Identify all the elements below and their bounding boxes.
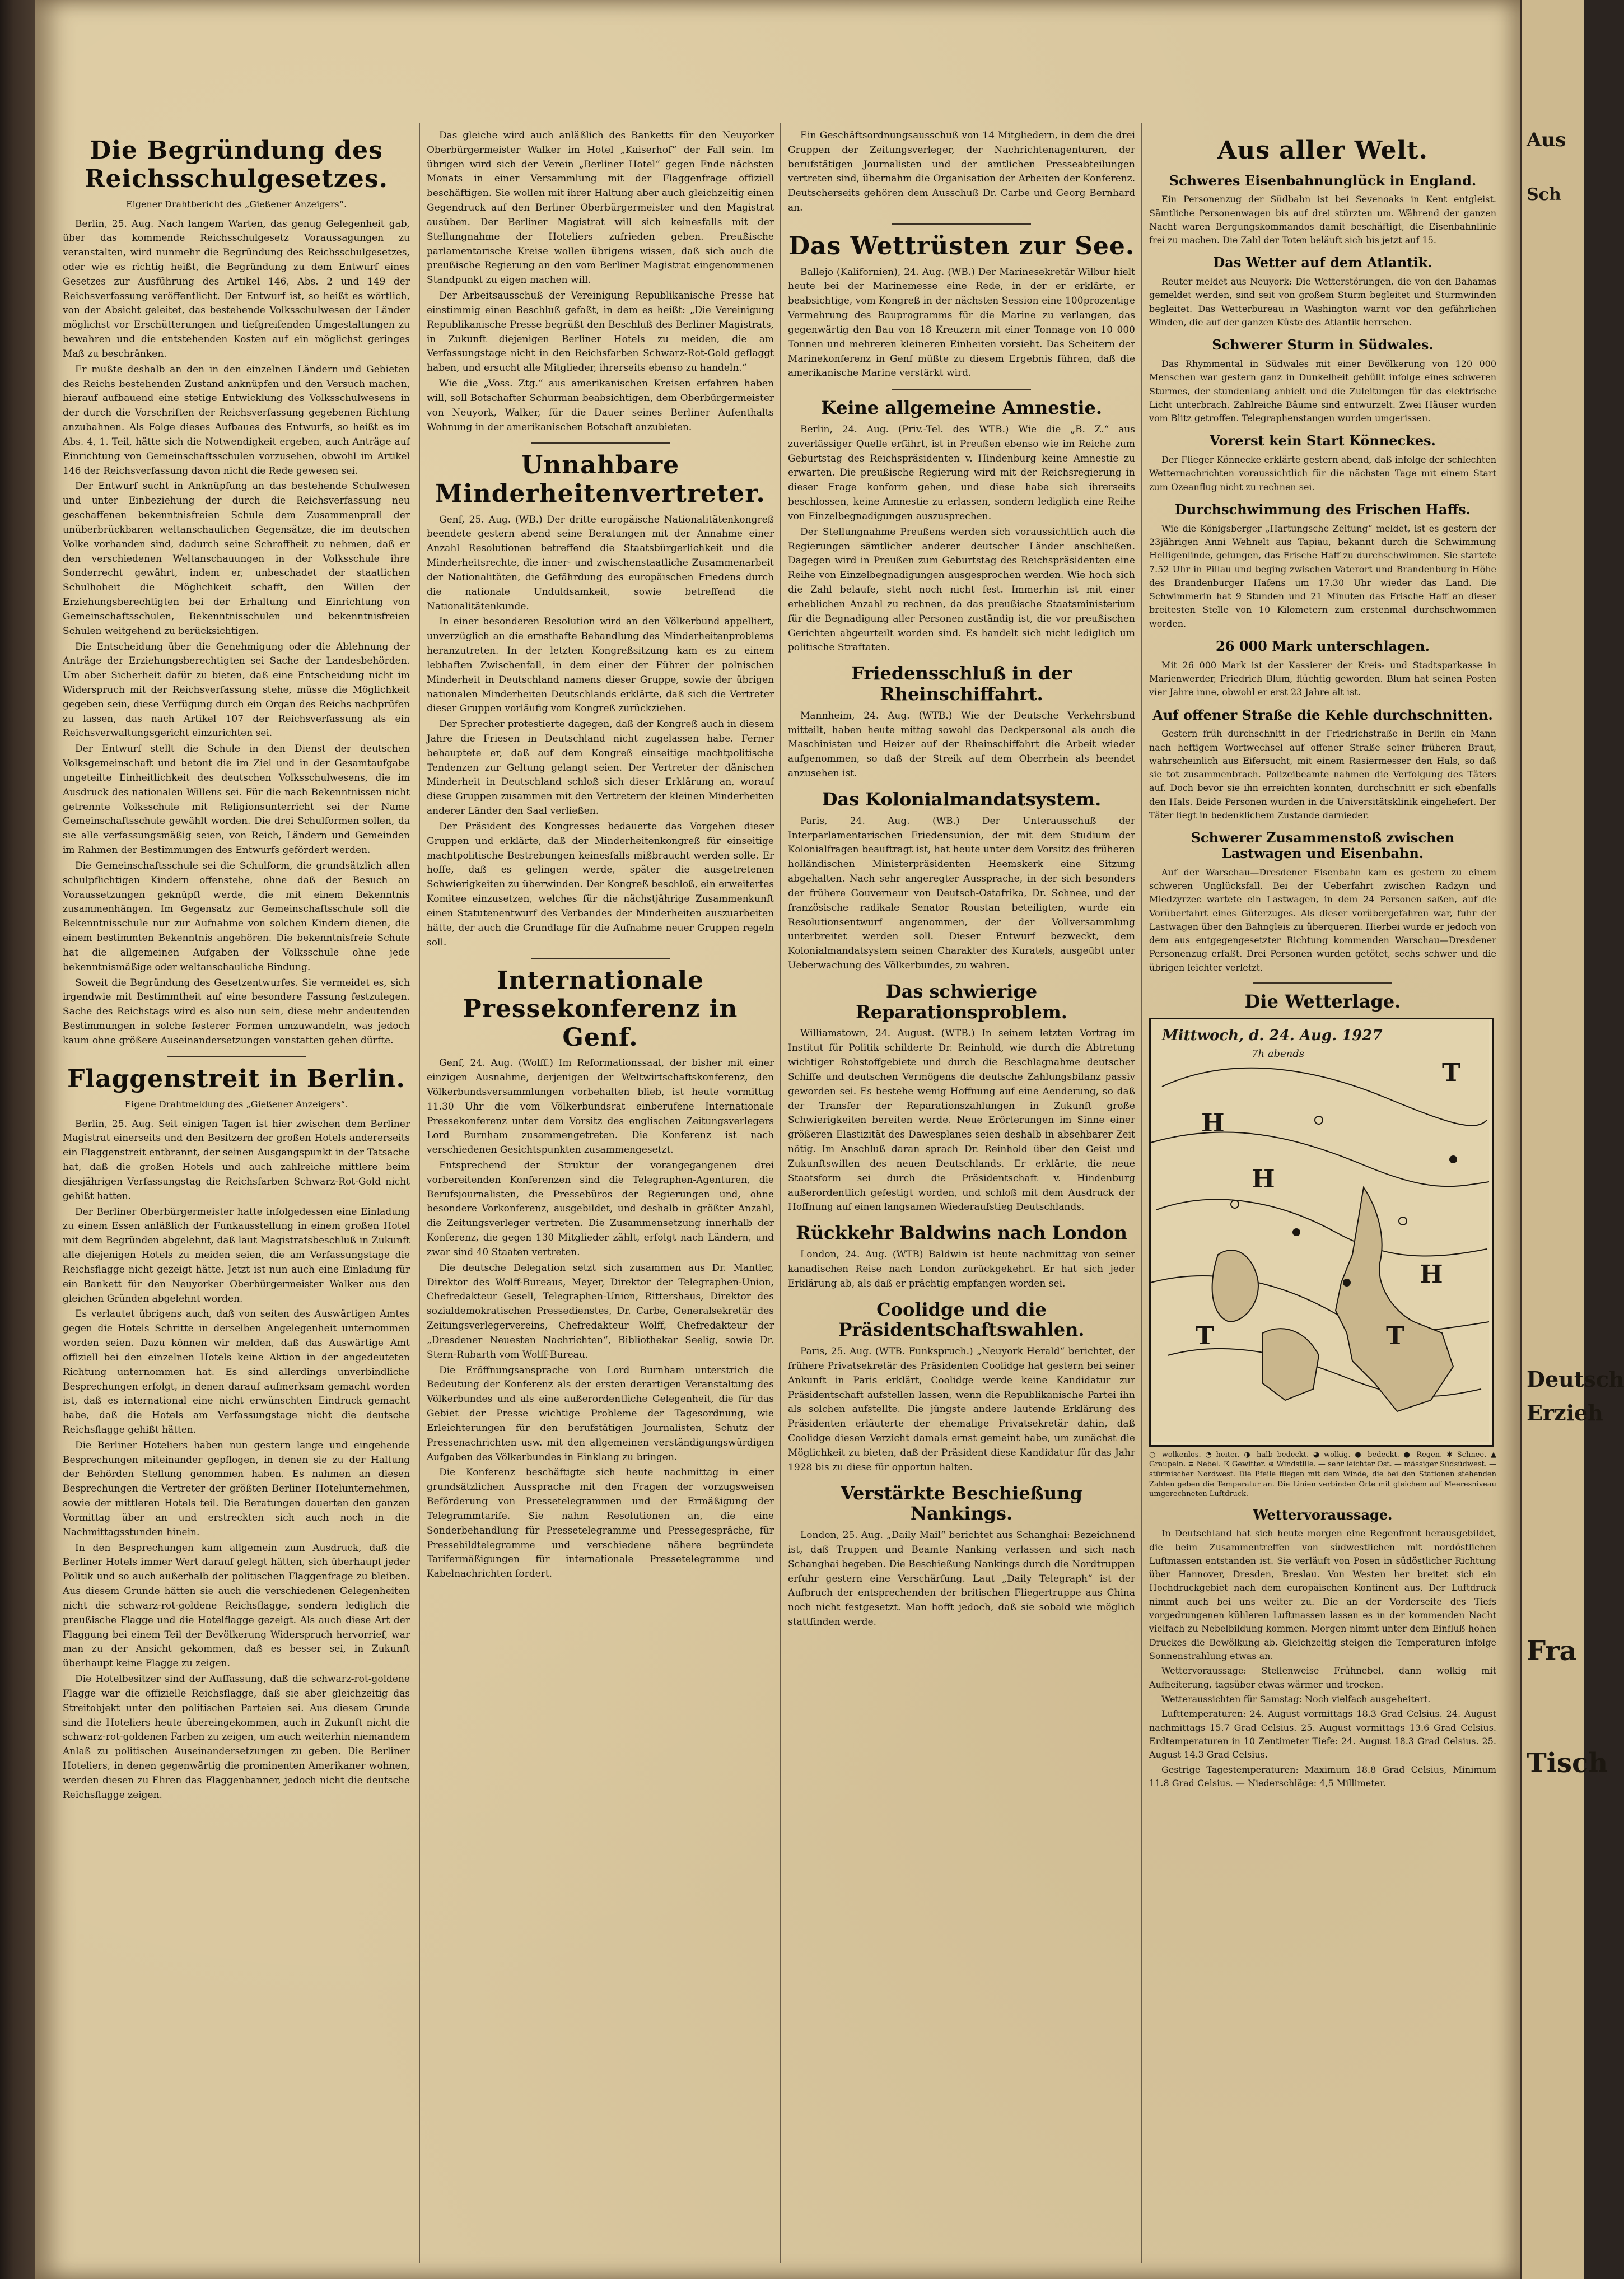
headline-frisches-haff: Durchschwimmung des Frischen Haffs. bbox=[1175, 501, 1471, 518]
svg-text:T: T bbox=[1442, 1058, 1460, 1087]
paragraph: Es verlautet übrigens auch, daß von seiten des Auswärtigen Amtes gegen die Hotels Schritte in derselben Angelegenheit unternommen worden seien. Dazu können wir melden, daß das Auswärtige Amt offiziell bei den einzelnen Hotels keine Aktion in der angedeuteten Richtung unternommen hat. Es sind allerdings unverbindliche Besprechungen erfolgt, in denen darauf aufmerksam gemacht worden ist, daß es international eine nicht erwünschten Eindruck gemacht habe, daß die Hotels am Verfassungstage nicht die deutsche Reichsflagge gehißt hätten. bbox=[63, 1308, 410, 1436]
paragraph: Genf, 24. Aug. (Wolff.) Im Reformationssaal, der bisher mit einer einzigen Ausnahme, derjenigen der Weltwirtschaftskonferenz, den Völkerbundsversammlungen vorbehalten blieb, ist heute vormittag 11.30 Uhr die vom Völkerbundsrat einberufene Internationale Pressekonferenz unter dem Vorsitz des englischen Zeitungsverlegers Lord Burnham zusammengetreten. Die Konferenz ist nach verschiedenen Gesichtspunkten zusammengesetzt. bbox=[427, 1057, 774, 1156]
paragraph: Paris, 25. Aug. (WTB. Funkspruch.) „Neuyork Herald“ berichtet, der frühere Privatsekretär des Präsidenten Coolidge hat gestern bei seiner Ankunft in Paris erklärt, Coolidge werde keine Kandidatur zur Präsidentschaft aufstellen lassen, wenn die Republikanische Partei ihn als solchen aufstellte. Die jüngste andere lautende Erklärung des Präsidenten erläuterte der ehemalige Privatsekretär dahin, daß Coolidge diesen Verzicht damals ernst gemeint habe, um zunächst die Möglichkeit zu bieten, daß der Präsident diese Kandidatur für das Jahr 1928 bis zu diese für opportun halten. bbox=[788, 1346, 1135, 1473]
headline-wettruesten: Das Wettrüsten zur See. bbox=[788, 231, 1135, 260]
headline-kolonialmandat: Das Kolonialmandatsystem. bbox=[822, 788, 1102, 810]
paragraph: Der Arbeitsausschuß der Vereinigung Republikanische Presse hat einstimmig einen Beschluß gefaßt, in dem es heißt: „Die Vereinigung Republikanische Presse begrüßt den Beschluß des Berliner Magistrats, in Zukunft diejenigen Berliner Hotels zu meiden, die am Verfassungstage nicht in den Reichsfarben Schwarz-Rot-Gold geflaggt haben, und ersucht alle Mitglieder, ihrerseits ebenso zu handeln.“ bbox=[427, 290, 774, 374]
paragraph: Die Konferenz beschäftigte sich heute nachmittag in einer grundsätzlichen Aussprache mit den Fragen der vorzugsweisen Beförderung von Pressetelegrammen und der Ermäßigung der Telegrammtarife. Sie nahm Resolutionen an, die eine Sonderbehandlung für Pressetelegramme und Pressegespräche, für Pressebildtelegramme und verschiedene nähere begründete Tarifermäßigungen für internationale Pressetelegramme und Kabelnachrichten fordert. bbox=[427, 1467, 774, 1580]
headline-koennecke: Vorerst kein Start Könneckes. bbox=[1210, 432, 1436, 449]
headline-reparation: Das schwierige Reparationsproblem. bbox=[856, 980, 1067, 1023]
svg-text:T: T bbox=[1196, 1321, 1214, 1350]
paragraph: Die Berliner Hoteliers haben nun gestern lange und eingehende Besprechungen miteinander gepflogen, in denen sie zu der Haltung der Behörden Stellung genommen haben. Es nahmen an diesen Besprechungen die Vertreter der größten Berliner Hotelunternehmen, sowie der mittleren Hotels teil. Die Beratungen dauerten den ganzen Vormittag über an und erstreckten sich auch noch in die Nachmittagsstunden hinein. bbox=[63, 1439, 410, 1538]
byline: Eigener Drahtbericht des „Gießener Anzeigers“. bbox=[125, 199, 347, 210]
headline-coolidge: Coolidge und die Präsidentschaftswahlen. bbox=[838, 1298, 1085, 1341]
weather-map-graphic bbox=[1151, 1019, 1489, 1442]
paragraph: Ballejo (Kalifornien), 24. Aug. (WB.) Der Marinesekretär Wilbur hielt heute bei der Marinemesse eine Rede, in der er erklärte, er beabsichtige, vom Kongreß in der nächsten Session eine 100prozentige Vermehrung des Bauprogramms für die Marine zu verlangen, das gegenwärtig den Bau von 18 Kreuzern mit einer Tonnage von 10 000 Tonnen und mehreren kleineren Einheiten vorsieht. Das Scheitern der Marinekonferenz in Genf müßte zu diesem Ergebnis führen, daß die amerikanische Marine verstärkt wird. bbox=[788, 266, 1135, 379]
section-title: Aus aller Welt. bbox=[1217, 136, 1428, 165]
headline-amnestie: Keine allgemeine Amnestie. bbox=[820, 397, 1103, 419]
headline-sturm-suedwales: Schwerer Sturm in Südwales. bbox=[1212, 337, 1434, 353]
paragraph: Mannheim, 24. Aug. (WTB.) Wie der Deutsche Verkehrsbund mitteilt, haben heute mittag sowohl das Deckpersonal als auch die Maschinisten und Heizer auf der Rheinschiffahrt die Arbeit wieder aufgenommen, so daß der Streik auf dem Oberrhein als beendet anzusehen ist. bbox=[788, 710, 1135, 780]
paragraph: Die deutsche Delegation setzt sich zusammen aus Dr. Mantler, Direktor des Wolff-Bureaus, Meyer, Direktor der Telegraphen-Union, Chefredakteur Gesell, Telegraphen-Union, Rittershaus, Direktor des sozialdemokratischen Pressedienstes, Dr. Carbe, Generalsekretär des Zeitungsverlegervereins, Chefredakteur Wolff, Chefredakteur der „Dresdener Neuesten Nachrichten“, Bibliothekar Seelig, sowie Dr. Stern-Rubarth vom Wolff-Bureau. bbox=[427, 1262, 774, 1360]
paragraph: Entsprechend der Struktur der vorangegangenen drei vorbereitenden Konferenzen sind die Telegraphen-Agenturen, die Berufsjournalisten, die Pressebüros der Regierungen und, ohne besondere Vorkonferenz, ausgebildet, und deshalb in größter Anzahl, die Zeitungsverleger vertreten. Die Zusammensetzung innerhalb der Konferenz, die gegen 130 Mitglieder zählt, erfolgt nach Ländern, und zwar sind 40 Staaten vertreten. bbox=[427, 1160, 774, 1258]
paragraph: Berlin, 25. Aug. Seit einigen Tagen ist hier zwischen dem Berliner Magistrat einerseits und den Besitzern der großen Hotels andererseits ein Flaggenstreit entbrannt, der seinen Ausgangspunkt in der Tatsache hat, daß die großen Hotels und auch zahlreiche mittlere beim diesjährigen Verfassungstag die Reichsfarben Schwarz-Rot-Gold nicht gehißt hatten. bbox=[63, 1118, 410, 1202]
weather-map bbox=[1149, 1018, 1494, 1447]
paragraph: Der Entwurf stellt die Schule in den Dienst der deutschen Volksgemeinschaft und betont die im Ziel und in der Gesamtaufgabe ungeteilte Einheitlichkeit des deutschen Volksschulwesens, die im Ausdruck des nationalen Willens sei. Für die nach Bekenntnissen nicht getrennte Volksschule mit Religionsunterricht sei der Name Gemeinschaftsschule gewählt worden. Die drei Schulformen sollen, da sie alle verfassungsmäßig seien, von Reich, Ländern und Gemeinden im Rahmen der Bestimmungen des Entwurfs gefördert werden. bbox=[63, 743, 410, 856]
headline-wettervoraussage: Wettervoraussage. bbox=[1253, 1506, 1393, 1523]
paragraph: Der Präsident des Kongresses bedauerte das Vorgehen dieser Gruppen und erklärte, daß der Minderheitenkongreß für einseitige machtpolitische Bestrebungen keinesfalls mißbraucht werden solle. Er hoffe, daß es gelingen werde, später die ausgetretenen Schwierigkeiten zu überwinden. Der Kongreß beschloß, ein erweitertes Komitee einzusetzen, welches für die nächstjährige Zusammenkunft einen Statutenentwurf des Verbandes der Minderheiten auszuarbeiten hätte, der auch die Grundlage für die Aufnahme neuer Gruppen regeln soll. bbox=[427, 821, 774, 948]
paragraph: Genf, 25. Aug. (WB.) Der dritte europäische Nationalitätenkongreß beendete gestern abend seine Beratungen mit der Annahme einer Anzahl Resolutionen betreffend die Staatsbürgerlichkeit und die Minderheitsrechte, die inner- und zwischenstaatliche Zusammenarbeit der Nationalitäten, die Gefährdung des europäischen Friedens durch die nationale Unduldsamkeit, sowie betreffend die Nationalitätenkunde. bbox=[427, 514, 774, 612]
paragraph: Die Gemeinschaftsschule sei die Schulform, die grundsätzlich allen schulpflichtigen Kindern offenstehe, ohne daß der Besuch an Voraussetzungen geknüpft werde, die mit einem Bekenntnis zusammenhängen. Im Gegensatz zur Gemeinschaftsschule soll die Bekenntnisschule nur zur Aufnahme von solchen Kindern dienen, die einem bestimmten Bekenntnis angehören. Die bekenntnisfreie Schule hat die allgemeinen Aufgaben der Volksschule ohne jede bekenntnismäßige oder weltanschauliche Bindung. bbox=[63, 860, 410, 973]
paragraph: Das Rhymmental in Südwales mit einer Bevölkerung von 120 000 Menschen war gestern ganz in Dunkelheit gehüllt infolge eines schweren Sturmes, der stundenlang anhielt und die Zuleitungen für das elektrische Licht unterbrach. Zahlreiche Bäume sind entwurzelt. Zwei Häuser wurden vom Blitz getroffen. Telegraphenstangen wurden umgerissen. bbox=[1149, 358, 1496, 424]
page-fragment: Aus bbox=[1527, 129, 1566, 151]
map-legend: ○ wolkenlos. ◔ heiter. ◑ halb bedeckt. ◕ wolkig. ● bedeckt. ● Regen. ✱ Schnee. ▲ Graupeln. ≡ Nebel. ☈ Gewitter. ⊕ Windstille. — sehr leichter Ost. — mässiger Südsüdwest. — stürmischer Nordwest. Die Pfeile fliegen mit dem Winde, die bei den Stationen stehenden Zahlen geben die Temperatur an. Die Linien verbinden Orte mit gleichem auf Meeresniveau umgerechneten Luftdruck. bbox=[1149, 1450, 1496, 1499]
paragraph: London, 24. Aug. (WTB) Baldwin ist heute nachmittag von seiner kanadischen Reise nach London zurückgekehrt. Er hat sich jeder Erklärung ab, als daß er prächtig empfangen worden sei. bbox=[788, 1249, 1135, 1289]
separator bbox=[1253, 982, 1392, 984]
paragraph: Berlin, 24. Aug. (Priv.-Tel. des WTB.) Wie die „B. Z.“ aus zuverlässiger Quelle erfährt, ist in Preußen ebenso wie im Reiche zum Geburtstag des Reichspräsidenten v. Hindenburg keine Amnestie zu erwarten. Die preußische Regierung wird mit der Reichsregierung in dieser Frage konform gehen, und diese habe sich ihrerseits beschlossen, keine Amnestie zu erlassen, sondern lediglich eine Reihe von Einzelbegnadigungen auszusprechen. bbox=[788, 423, 1135, 522]
paragraph: Berlin, 25. Aug. Nach langem Warten, das genug Gelegenheit gab, über das kommende Reichsschulgesetz Voraussagungen zu veranstalten, wird nunmehr die Begründung des Reichsschulgesetzes, oder wie es richtig heißt, die Begründung zu dem Entwurf eines Gesetzes zur Ausführung des Artikel 146, Abs. 2 und 149 der Reichsverfassung veröffentlicht. Der Entwurf ist, so heißt es wörtlich, von der Absicht geleitet, das bestehende Volksschulwesen der Länder möglichst vor Erschütterungen und tiefgreifenden Umgestaltungen zu bewahren und die entstehenden Kosten auf ein möglichst geringes Maß zu beschränken. bbox=[63, 218, 410, 360]
headline-minderheitenvertreter: Unnahbare Minderheitenvertreter. bbox=[435, 451, 766, 508]
svg-text:T: T bbox=[1386, 1321, 1404, 1350]
headline-zusammenstoss: Schwerer Zusammenstoß zwischen Lastwagen und Eisenbahn. bbox=[1191, 829, 1455, 861]
paragraph: Das gleiche wird auch anläßlich des Banketts für den Neuyorker Oberbürgermeister Walker im Hotel „Kaiserhof“ der Fall sein. Im übrigen wird sich der Verein „Berliner Hotel“ gegen Ende nächsten Monats in einer Versammlung mit der Flaggenfrage offiziell beschäftigen. Sie wollen mit ihrer Haltung aber auch gleichzeitig einen Gegendruck auf den Berliner Oberbürgermeister und den Magistrat ausüben. Der Berliner Magistrat will sich keinesfalls mit der Stellungnahme der Hoteliers zufrieden geben. Preußische parlamentarische Kreise wollen übrigens wissen, daß sich auch die preußische Regierung an den vom Berliner Magistrat eingenommenen Standpunkt zu eigen machen will. bbox=[427, 130, 774, 286]
paragraph: Paris, 24. Aug. (WB.) Der Unterausschuß der Interparlamentarischen Friedensunion, der mit dem Studium der Kolonialfragen beauftragt ist, hat heute unter dem Vorsitz des früheren holländischen Ministerpräsidenten Heemskerk eine Sitzung abgehalten. Nach sehr angeregter Aussprache, in der sich besonders der frühere Gouverneur von Deutsch-Ostafrika, Dr. Schnee, und der französische radikale Senator Roustan beteiligten, wurde ein Resolutionsentwurf angenommen, der der Vollversammlung unterbreitet werden soll. Dieser Entwurf bezweckt, dem Kolonialmandatsystem seinen Charakter des Kuratels, ausgeübt unter Ueberwachung des Völkerbundes, zu wahren. bbox=[788, 815, 1135, 972]
column-1 bbox=[63, 129, 410, 2257]
separator bbox=[167, 1056, 306, 1057]
column-3 bbox=[788, 129, 1135, 2257]
column-rule bbox=[780, 123, 781, 2263]
svg-text:H: H bbox=[1420, 1260, 1443, 1289]
separator bbox=[892, 389, 1031, 390]
paragraph: Der Flieger Könnecke erklärte gestern abend, daß infolge der schlechten Wetternachrichten voraussichtlich für die nächsten Tage mit einem Start zum Ozeanflug nicht zu rechnen sei. bbox=[1149, 454, 1496, 492]
headline-eisenbahnunglueck: Schweres Eisenbahnunglück in England. bbox=[1169, 172, 1477, 189]
headline-wetterlage: Die Wetterlage. bbox=[1244, 991, 1401, 1013]
paragraph: Die Hotelbesitzer sind der Auffassung, daß die schwarz-rot-goldene Flagge war die offizielle Reichsflagge, daß sie aber gleichzeitig das Streitobjekt unter den politischen Parteien sei. Aus diesem Grunde sind die Hoteliers heute übereingekommen, auch in Zukunft nicht die schwarz-rot-goldenen Farben zu zeigen, um auch weiterhin niemandem Anlaß zu politischen Auseinandersetzungen zu geben. Die Berliner Hoteliers, in denen gegenwärtig die prominenten Amerikaner wohnen, werden diesen zu Ehren das Flaggenbanner, jedoch nicht die deutsche Reichsflagge zeigen. bbox=[63, 1674, 410, 1801]
paragraph: Mit 26 000 Mark ist der Kassierer der Kreis- und Stadtsparkasse in Marienwerder, Friedrich Blum, flüchtig geworden. Blum hat seinen Posten vier Jahre inne, obwohl er erst 23 Jahre alt ist. bbox=[1149, 659, 1496, 698]
headline-pressekonferenz: Internationale Pressekonferenz in Genf. bbox=[463, 966, 738, 1052]
headline-reichsschulgesetz: Die Begründung des Reichsschulgesetzes. bbox=[84, 136, 388, 193]
paragraph: Der Stellungnahme Preußens werden sich voraussichtlich auch die Regierungen sämtlicher anderer deutscher Länder anschließen. Dagegen wird in Preußen zum Geburtstag des Reichspräsidenten eine Reihe von Einzelbegnadigungen ausgesprochen werden. Wie hoch sich die Zahl belaufe, steht noch nicht fest. Immerhin ist mit einer erheblichen Anzahl zu rechnen, da das preußische Staatsministerium für die Begnadigung aller Personen zuständig ist, die vor preußischen Gerichten abgeurteilt worden sind. Es handelt sich nicht lediglich um politische Straftaten. bbox=[788, 526, 1135, 654]
map-time: 7h abends bbox=[1252, 1047, 1305, 1060]
byline: Eigene Drahtmeldung des „Gießener Anzeigers“. bbox=[124, 1099, 348, 1110]
paragraph: Reuter meldet aus Neuyork: Die Wetterstörungen, die von den Bahamas gemeldet werden, sind seit von großem Sturm begleitet und Sturmwinden begleitet. Das Wetterbureau in Washington warnt vor den gefährlichen Winden, die auf der ganzen Küste des Atlantik herrschen. bbox=[1149, 276, 1496, 328]
paragraph: Wie die „Voss. Ztg.“ aus amerikanischen Kreisen erfahren haben will, soll Botschafter Schurman beabsichtigen, dem Oberbürgermeister von Neuyork, Walker, für die Dauer seines Berliner Aufenthalts Wohnung in der amerikanischen Botschaft anzubieten. bbox=[427, 378, 774, 433]
book-binding-left bbox=[0, 0, 35, 2279]
paragraph: Er mußte deshalb an den in den einzelnen Ländern und Gebieten des Reichs bestehenden Zustand anknüpfen und den Versuch machen, hierauf aufbauend eine stetige Entwicklung des Volksschulwesens in der durch die Vorschriften der Reichsverfassung gegebenen Richtung anzubahnen. Als Folge dieses Aufbaues des Entwurfs, so heißt es im Abs. 4, 1. Teil, hätte sich die Notwendigkeit ergeben, auch Anträge auf Einrichtung von Gemeinschaftsschulen vorzusehen, obwohl im Artikel 146 der Reichsverfassung davon nicht die Rede gewesen sei. bbox=[63, 363, 410, 477]
newspaper-page bbox=[35, 0, 1520, 2279]
separator bbox=[892, 223, 1031, 225]
paragraph: In den Besprechungen kam allgemein zum Ausdruck, daß die Berliner Hotels immer Wert darauf gelegt hätten, sich überhaupt jeder Politik und so auch außerhalb der politischen Flaggenfrage zu bleiben. Aus diesem Grunde hätten sie auch die verschiedenen Gelegenheiten nicht die schwarz-rot-goldene Reichsflagge, sondern lediglich die preußische Flagge und die Hotelflagge gezeigt. Als auch diese Art der Flaggung bei einem Teil der Bevölkerung Widerspruch hervorrief, war man zu der Ansicht gekommen, daß es besser sei, in Zukunft überhaupt keine Flagge zu zeigen. bbox=[63, 1542, 410, 1670]
paragraph: Lufttemperaturen: 24. August vormittags 18.3 Grad Celsius. 24. August nachmittags 15.7 Grad Celsius. 25. August vormittags 13.6 Grad Celsius. Erdtemperaturen in 10 Zentimeter Tiefe: 24. August 18.3 Grad Celsius. 25. August 14.3 Grad Celsius. bbox=[1149, 1708, 1496, 1760]
paragraph: London, 25. Aug. „Daily Mail“ berichtet aus Schanghai: Bezeichnend ist, daß Truppen und Beamte Nanking verlassen und sich nach Schanghai begeben. Die Beschießung Nankings durch die Nordtruppen erfuhr gestern eine Verschärfung. Laut „Daily Telegraph“ ist der Aufbruch der entsprechenden der britischen Fliegertruppe aus China noch nicht festgesetzt. Man hofft jedoch, daß sie sobald wie möglich stattfinden werde. bbox=[788, 1530, 1135, 1628]
headline-rheinschiffahrt: Friedensschluß in der Rheinschiffahrt. bbox=[851, 663, 1072, 705]
headline-wetter-atlantik: Das Wetter auf dem Atlantik. bbox=[1213, 254, 1432, 271]
paragraph: Der Entwurf sucht in Anknüpfung an das bestehende Schulwesen und unter Einbeziehung der durch die Reichsverfassung neu geschaffenen bekenntnisfreien Schule dem Zusammenprall der unüberbrückbaren weltanschaulichen Gegensätze, die im deutschen Volke vorhanden sind, dadurch seine Schroffheit zu nehmen, daß er den verschiedenen Weltanschauungen in der Volksschule ihre Sonderrecht gewährt, indem er, unbeschadet der staatlichen Schulhoheit die Möglichkeit schafft, den Willen der Erziehungsberechtigten bei der Erhaltung und Einrichtung von Gemeinschaftsschulen, Bekenntnisschulen und bekenntnisfreien Schulen weitgehend zu berücksichtigen. bbox=[63, 481, 410, 637]
paragraph: Wettervoraussage: Stellenweise Frühnebel, dann wolkig mit Aufheiterung, tagsüber etwas wärmer und trocken. bbox=[1149, 1665, 1496, 1690]
column-rule bbox=[1141, 123, 1142, 2263]
separator bbox=[531, 958, 670, 959]
separator bbox=[531, 442, 670, 444]
paragraph: In einer besonderen Resolution wird an den Völkerbund appelliert, unverzüglich an die ernsthafte Behandlung des Minderheitenproblems heranzutreten. In der letzten Kongreßsitzung kam es zu einem lebhaften Zwischenfall, in dem einer der Führer der polnischen Minderheit in Deutschland namens dieser Gruppe, sowie der übrigen nationalen Minderheiten Deutschlands erklärte, daß sich die Vertreter dieser Gruppen vorläufig vom Kongreß zurückziehen. bbox=[427, 616, 774, 715]
headline-nanking: Verstärkte Beschießung Nankings. bbox=[841, 1482, 1082, 1525]
svg-text:H: H bbox=[1252, 1164, 1275, 1194]
column-rule bbox=[419, 123, 420, 2263]
paragraph: Gestrige Tagestemperaturen: Maximum 18.8 Grad Celsius, Minimum 11.8 Grad Celsius. — Niederschläge: 4,5 Millimeter. bbox=[1149, 1764, 1496, 1788]
page-fragment: Erzieh bbox=[1527, 1400, 1603, 1425]
map-caption: Mittwoch, d. 24. Aug. 1927 bbox=[1159, 1025, 1386, 1047]
paragraph: Ein Geschäftsordnungsausschuß von 14 Mitgliedern, in dem die drei Gruppen der Zeitungsverleger, der Nachrichtenagenturen, der berufstätigen Journalisten und der amtlichen Presseabteilungen vertreten sind, übernahm die Organisation der Arbeiten der Konferenz. Deutscherseits gehören dem Ausschuß Dr. Carbe und Georg Bernhard an. bbox=[788, 130, 1135, 214]
headline-kehle: Auf offener Straße die Kehle durchschnitten. bbox=[1152, 706, 1493, 723]
paragraph: In Deutschland hat sich heute morgen eine Regenfront herausgebildet, die beim Zusammentreffen von südwestlichen mit nordöstlichen Luftmassen entstanden ist. Sie verläuft von Posen in südöstlicher Richtung über Hannover, Dresden, Breslau. Von Westen her breitet sich ein Hochdruckgebiet nach dem europäischen Kontinent aus. Der Luftdruck nimmt auch bei uns weiter zu. Die an der Vorderseite des Tiefs vorgedrungenen kühleren Luftmassen lassen es in der kommenden Nacht vielfach zu Nebelbildung kommen. Morgen nimmt unter dem Einfluß hohen Druckes die Bewölkung ab. Gleichzeitig steigen die Temperaturen infolge Sonnenstrahlung etwas an. bbox=[1149, 1528, 1496, 1661]
column-4 bbox=[1149, 129, 1496, 2257]
svg-text:H: H bbox=[1201, 1108, 1225, 1138]
paragraph: Soweit die Begründung des Gesetzentwurfes. Sie vermeidet es, sich irgendwie mit Bestimmtheit auf eine besondere Fassung festzulegen. Sache des Reichstags wird es also nun sein, diese mehr andeutenden Bestimmungen in solche festerer Formen umzuwandeln, was jedoch kaum ohne größere Auseinandersetzungen vonstatten gehen dürfte. bbox=[63, 977, 410, 1046]
paragraph: Auf der Warschau—Dresdener Eisenbahn kam es gestern zu einem schweren Unglücksfall. Bei der Ueberfahrt zwischen Radzyn und Miedzyrzec wartete ein Lastwagen, in dem 24 Personen saßen, auf die Vorüberfahrt eines Güterzuges. Als dieser vorübergefahren war, fuhr der Lastwagen über den Bahngleis zu überqueren. Hierbei wurde er jedoch von dem aus entgegengesetzter Richtung kommenden Warschau—Dresdener Personenzug erfaßt. Drei Personen wurden getötet, sechs schwer und die übrigen leichter verletzt. bbox=[1149, 866, 1496, 973]
page-fragment: Sch bbox=[1527, 185, 1561, 204]
column-2 bbox=[427, 129, 774, 2257]
adjacent-page-strip bbox=[1520, 0, 1624, 2279]
paragraph: Die Entscheidung über die Genehmigung oder die Ablehnung der Anträge der Erziehungsberechtigten sei Sache der Landesbehörden. Um aber Sicherheit dafür zu bieten, daß eine Entscheidung nicht im Widerspruch mit der Reichsverfassung stehe, müsse die Möglichkeit gegeben sein, diese Verfügung durch ein Organ des Reichs nachprüfen zu lassen, das nach Artikel 107 der Reichsverfassung als ein Reichsverwaltungsgericht einzurichten sei. bbox=[63, 641, 410, 739]
paragraph: Gestern früh durchschnitt in der Friedrichstraße in Berlin ein Mann nach heftigem Wortwechsel auf offener Straße seiner früheren Braut, wahrscheinlich aus Eifersucht, mit einem Rasiermesser den Hals, so daß sie tot zusammenbrach. Polizeibeamte nahmen die Verfolgung des Täters auf. Doch bevor sie ihn erreichten konnten, durchschnitt er sich ebenfalls den Hals. Beide Personen wurden in die Universitätsklinik eingeliefert. Der Täter liegt in bedenklichem Zustande darnieder. bbox=[1149, 728, 1496, 821]
paragraph: Wie die Königsberger „Hartungsche Zeitung“ meldet, ist es gestern der 23jährigen Anni Wehnelt aus Tapiau, bekannt durch die Schwimmung Heiligenlinde, gelungen, das Frische Haff zu durchschwimmen. Sie startete 7.52 Uhr in Pillau und beging zwischen Vaterort und Brandenburg in Höhe des Brandenburger Hafens um 17.30 Uhr wieder das Land. Die Schwimmerin hat 9 Stunden und 21 Minuten das Frische Haff an dieser breitesten Stelle von 10 Kilometern zum erstenmal durchschwommen worden. bbox=[1149, 523, 1496, 629]
paragraph: Wetteraussichten für Samstag: Noch vielfach ausgeheitert. bbox=[1161, 1693, 1431, 1704]
paragraph: Die Eröffnungsansprache von Lord Burnham unterstrich die Bedeutung der Konferenz als der ersten derartigen Veranstaltung des Völkerbundes und als eine außerordentliche Gelegenheit, die für das Gebiet der Presse wichtige Probleme der Tagesordnung, wie Erleichterungen für den berufstätigen Journalisten, Schutz der Pressenachrichten usw. mit den allgemeinen verständigungswürdigen Aufgaben des Völkerbundes in Einklang zu bringen. bbox=[427, 1364, 774, 1463]
paragraph: Williamstown, 24. August. (WTB.) In seinem letzten Vortrag im Institut für Politik schilderte Dr. Reinhold, wie durch die Abtretung wichtiger Rohstoffgebiete und durch die Beschlagnahme deutscher Schiffe und deutschen Vermögens die deutsche Zahlungsbilanz passiv geworden sei. Es bestehe wenig Hoffnung auf eine Aenderung, so daß der Transfer der Reparationszahlungen in Zukunft große Schwierigkeiten bereiten werde. Neue Erörterungen im Sinne einer größeren Elastizität des Dawesplanes seien deshalb in absehbarer Zeit nötig. Im Anschluß daran sprach Dr. Reinhold über den Geist und Zukunftswillen des neuen Deutschlands. Er erklärte, die neue Staatsform sei durch die Präsidentschaft v. Hindenburg außerordentlich gefestigt worden, und schloß mit dem Ausdruck der Hoffnung auf einen langsamen Wiederaufstieg Deutschlands. bbox=[788, 1028, 1135, 1213]
page-fragment: Tisch bbox=[1527, 1747, 1608, 1779]
page-fragment: Deutsch bbox=[1527, 1367, 1624, 1392]
page-fragment: Fra bbox=[1527, 1635, 1577, 1667]
headline-flaggenstreit: Flaggenstreit in Berlin. bbox=[67, 1064, 405, 1093]
headline-unterschlagen: 26 000 Mark unterschlagen. bbox=[1216, 638, 1430, 655]
paragraph: Ein Personenzug der Südbahn ist bei Sevenoaks in Kent entgleist. Sämtliche Personenwagen bis auf drei stürzten um. Während der ganzen Nacht waren Bergungskommandos damit beschäftigt, die Eisenbahnlinie frei zu machen. Die Zahl der Toten beläuft sich bis jetzt auf 15. bbox=[1149, 194, 1496, 246]
headline-baldwin: Rückkehr Baldwins nach London bbox=[796, 1222, 1127, 1244]
paragraph: Der Berliner Oberbürgermeister hatte infolgedessen eine Einladung zu einem Essen anläßlich der Funkausstellung in einem großen Hotel mit dem Begründen abgelehnt, daß laut Magistratsbeschluß in Zukunft alle diejenigen Hotels zu meiden seien, die am Verfassungstage die Reichsflagge nicht gezeigt hätte. Jetzt ist nun auch eine Einladung für ein Bankett für den Neuyorker Oberbürgermeister Walker aus den gleichen Gründen abgelehnt worden. bbox=[63, 1206, 410, 1304]
paragraph: Der Sprecher protestierte dagegen, daß der Kongreß auch in diesem Jahre die Friesen in Deutschland nicht zugelassen habe. Ferner behauptete er, daß auf dem Kongreß einseitige machtpolitische Tendenzen zur Geltung gelangt seien. Der Vertreter der dänischen Minderheit in Deutschland schloß sich dieser Erklärung an, worauf diese Gruppen zusammen mit den Vertretern der kleinen Minderheiten anderer Länder den Saal verließen. bbox=[427, 719, 774, 817]
